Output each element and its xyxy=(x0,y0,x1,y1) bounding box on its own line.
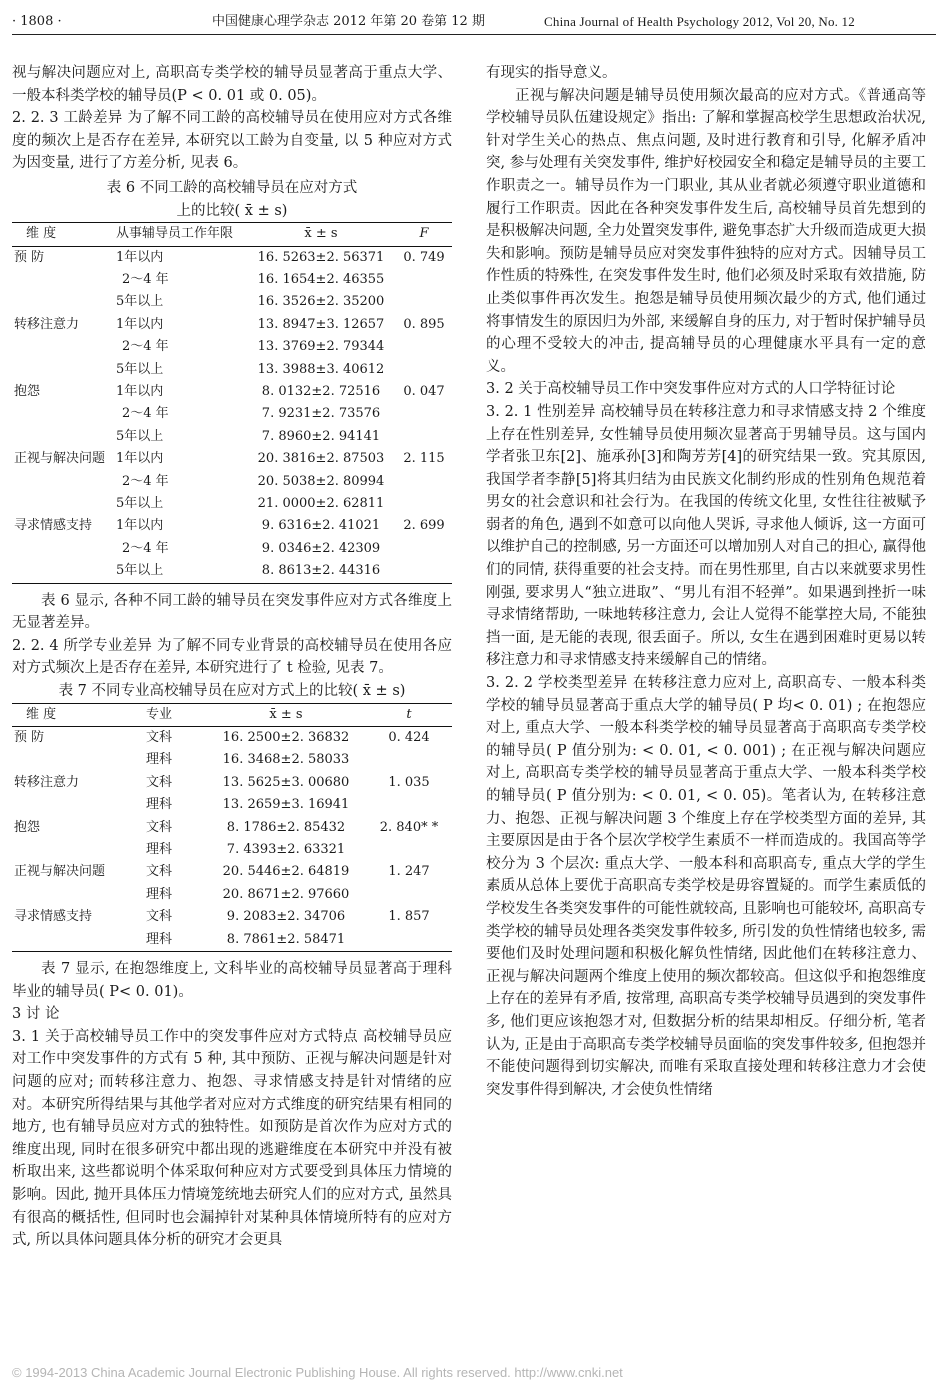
table-row xyxy=(12,448,452,470)
table-cell xyxy=(396,336,452,358)
table-cell: 2～4 年 xyxy=(122,473,169,489)
table-cell xyxy=(12,749,146,771)
table-cell xyxy=(366,839,452,861)
paragraph: 正视与解决问题是辅导员使用频次最高的应对方式。《普通高等学校辅导员队伍建设规定》指出: 了解和掌握高校学生思想政治状况, 针对学生关心的热点、焦点问题, 及时进行教育和引导, 化解矛盾冲突, 参与处理有关突发事件, 维护好校园安全和稳定是辅导员的主要工作职责之一。辅导员作为一门职业, 其从业者就必须遵守职业道德和履行工作职责。因此在各种突发事件发生后, 高校辅导员首先想到的是积极解决问题, 全力处置突发事件, 避免事态扩大升级而造成更大损失和影响。预防是辅导员应对突发事件独特的应对方式。因辅导员工作性质的特殊性, 在突发事件发生时, 他们必须及时采取有效措施, 防止类似事件再次发生。抱怨是辅导员使用频次最少的方式, 他们通过将事情发生的原因归为外部, 来缓解自身的压力, 对于暂时保护辅导员的心理不受较大的冲击, 提高辅导员的心理健康水平具有一定的意义。 xyxy=(486,87,926,375)
table-row xyxy=(12,381,452,403)
table-cell xyxy=(366,794,452,816)
table-cell: 7. 9231±2. 73576 xyxy=(261,406,381,422)
table-row xyxy=(12,772,452,794)
table-cell: 7. 4393±2. 63321 xyxy=(226,842,346,858)
table-cell: 8. 1786±2. 85432 xyxy=(226,819,346,835)
table-cell: 正视与解决问题 xyxy=(14,451,106,467)
table-cell: 1年以内 xyxy=(116,451,164,467)
table-cell xyxy=(12,336,116,358)
paragraph: 表 6 显示, 各种不同工龄的辅导员在突发事件应对方式各维度上无显著差异。 xyxy=(12,592,452,632)
table-cell: 13. 3988±3. 40612 xyxy=(257,361,385,377)
table-cell xyxy=(12,291,116,313)
table-6-caption-line-2: 上的比较( x̄ ± s) xyxy=(176,202,288,219)
table-row xyxy=(12,426,452,448)
table-cell: 2～4 年 xyxy=(122,271,169,287)
table-cell: 理科 xyxy=(146,886,173,902)
left-column xyxy=(12,62,452,1252)
table-cell: 9. 2083±2. 34706 xyxy=(226,909,346,925)
table-cell xyxy=(12,403,116,425)
table-row xyxy=(12,359,452,381)
table-cell xyxy=(396,359,452,381)
table-cell: 2. 115 xyxy=(403,451,445,467)
table-cell xyxy=(366,884,452,906)
table-cell xyxy=(396,426,452,448)
table-cell xyxy=(396,493,452,515)
table-cell xyxy=(12,359,116,381)
table-cell: 1年以内 xyxy=(116,518,164,534)
table-cell xyxy=(396,560,452,583)
table-cell: 20. 5038±2. 80994 xyxy=(257,473,385,489)
table-cell: 20. 5446±2. 64819 xyxy=(222,864,350,880)
table-row xyxy=(12,493,452,515)
table-cell xyxy=(12,884,146,906)
table-cell xyxy=(12,929,146,952)
table-cell xyxy=(396,471,452,493)
table-cell: 8. 0132±2. 72516 xyxy=(261,384,381,399)
table-cell: 16. 2500±2. 36832 xyxy=(222,730,350,746)
table-cell xyxy=(366,749,452,771)
table-cell: 1年以内 xyxy=(116,384,164,399)
table-cell xyxy=(396,269,452,291)
table-cell: 16. 5263±2. 56371 xyxy=(257,249,385,265)
table-cell: 13. 2659±3. 16941 xyxy=(222,797,350,813)
table-cell: 抱怨 xyxy=(14,384,41,399)
table-row xyxy=(12,727,452,750)
table-row xyxy=(12,471,452,493)
journal-title-cn: 中国健康心理学杂志 2012 年第 20 卷第 12 期 xyxy=(212,14,485,29)
table-cell xyxy=(366,929,452,952)
table-cell: 1. 247 xyxy=(388,864,430,880)
table-6 xyxy=(12,222,452,584)
table-cell xyxy=(396,538,452,560)
table-row xyxy=(12,929,452,952)
table-cell: 5年以上 xyxy=(116,560,246,583)
table-6-caption-line-1: 表 6 不同工龄的高校辅导员在应对方式 xyxy=(106,179,358,196)
table-header: x̄ ± s xyxy=(206,703,366,726)
table-cell: 0. 895 xyxy=(403,316,445,332)
table-cell: 7. 8960±2. 94141 xyxy=(261,428,381,444)
section-3-2-1: 3. 2. 1 性别差异 高校辅导员在转移注意力和寻求情感支持 2 个维度上存在性别差异, 女性辅导员使用频次显著高于男辅导员。这与国内学者张卫东[2]、施承孙[3]和陶芳芳[4]的研究结果一致。究其原因, 我国学者李静[5]将其归结为由民族文化制约形成的性别角色规范着男女的社会意识和社会行为。在我国的传统文化里, 女性往往被赋予弱者的角色, 遇到不如意可以向他人哭诉, 寻求他人倾诉, 这一方面可以维护自己的控制感, 另一方面还可以增加别人对自己的担心, 赢得他们的同情, 获得重要的社会支持。而在男性那里, 自古以来就要求男性刚强, 要求男人“独立进取”、“男儿有泪不轻弹”。如果遇到挫折一味寻求情绪帮助, 一味地转移注意力, 会让人觉得不能掌控大局, 不能独挡一面, 是无能的表现, 很丢面子。所以, 女生在遇到困难时更易以转移注意力和寻求情感支持来缓解自己的情绪。 xyxy=(486,403,926,669)
table-cell: 13. 3769±2. 79344 xyxy=(257,339,385,355)
table-cell: 16. 1654±2. 46355 xyxy=(257,271,385,287)
table-row xyxy=(12,861,452,883)
section-3-2-2: 3. 2. 2 学校类型差异 在转移注意力应对上, 高职高专、一般本科类学校的辅导员显著高于重点大学的辅导员( P 均< 0. 01) ; 在抱怨应对上, 重点大学、一般本科类学校的辅导员显著高于高职高专类学校的辅导员( P 值分别为: < 0. 01, < 0. 001) ; 在正视与解决问题应对上, 高职高专类学校的辅导员显著高于重点大学、一般本科类学校的辅导员( P 值分别为: < 0. 01, < 0. 05)。笔者认为, 在转移注意力、抱怨、正视与解决问题 3 个维度上存在学校类型方面的差异, 其主要原因是由于各个层次学校学生素质不一样而造成的。我国高等学校分为 3 个层次: 重点大学、一般本科和高职高专, 重点大学的学生素质从总体上要优于高职高专类学校是毋容置疑的。而学生素质低的学校发生各类突发事件的可能性就较高, 且影响也可能较坏, 高职高专类学校的辅导员处理各类突发事件较多, 所引发的负性情绪也较多, 需要他们及时处理问题和积极化解负性情绪, 因此他们在转移注意力、正视与解决问题两个维度上使用的频次都较高。但这似乎和抱怨维度上存在的差异有矛盾, 按常理, 高职高专类学校辅导员遇到的突发事件多, 他们更应该抱怨才对, 但数据分析的结果却相反。仔细分析, 笔者认为, 正是由于高职高专类学校辅导员面临的突发事件较多, 但抱怨并不能使问题得到切实解决, 而唯有采取直接处理和转移注意力才会使突发事件得到解决, 才会使负性情绪 xyxy=(486,675,926,1098)
table-cell: 8. 7861±2. 58471 xyxy=(206,929,366,952)
table-7-caption: 表 7 不同专业高校辅导员在应对方式上的比较( x̄ ± s) xyxy=(58,683,406,700)
table-cell: 1年以内 xyxy=(116,316,164,332)
table-cell: 5年以上 xyxy=(116,428,164,444)
table-cell: 2. 699 xyxy=(403,518,445,534)
paragraph: 有现实的指导意义。 xyxy=(486,65,617,81)
table-cell: 0. 047 xyxy=(403,384,445,399)
table-row xyxy=(12,515,452,537)
table-7 xyxy=(12,703,452,952)
table-cell: 16. 3526±2. 35200 xyxy=(257,294,385,310)
table-cell: 文科 xyxy=(146,774,173,790)
table-cell: 9. 0346±2. 42309 xyxy=(261,540,381,556)
table-row xyxy=(12,560,452,583)
table-cell: 2. 840* * xyxy=(379,819,439,835)
table-row xyxy=(12,246,452,269)
table-row xyxy=(12,906,452,928)
table-row xyxy=(12,817,452,839)
table-cell xyxy=(396,403,452,425)
table-cell xyxy=(12,269,116,291)
table-cell: 文科 xyxy=(146,819,173,835)
table-cell: 预 防 xyxy=(14,730,45,746)
journal-title-en: China Journal of Health Psychology 2012, Vol 20, No. 12 xyxy=(544,14,855,29)
table-row xyxy=(12,336,452,358)
table-cell: 正视与解决问题 xyxy=(14,864,106,880)
table-row xyxy=(12,749,452,771)
table-header: t xyxy=(366,703,452,726)
table-header: x̄ ± s xyxy=(246,223,396,246)
section-3-2: 3. 2 关于高校辅导员工作中突发事件应对方式的人口学特征讨论 xyxy=(486,381,896,398)
table-cell: 5年以上 xyxy=(116,294,164,310)
section-3-1: 3. 1 关于高校辅导员工作中的突发事件应对方式特点 高校辅导员应对工作中突发事件的方式有 5 种, 其中预防、正视与解决问题是针对问题的应对; 而转移注意力、抱怨、寻求情感支持是针对情绪的应对。本研究所得结果与其他学者对应对方式维度的研究结果有相同的地方, 也有辅导员应对方式的独特性。如预防是首次作为应对方式的维度出现, 同时在很多研究中都出现的逃避维度在本研究中并没有被析取出来, 这些都说明个体采取何种应对方式要受到具体压力情境的影响。因此, 抛开具体压力情境笼统地去研究人们的应对方式, 虽然具有很高的概括性, 但同时也会漏掉针对某种具体情境所特有的应对方式, 所以具体问题具体分析的研究才会更具 xyxy=(12,1028,452,1249)
table-cell xyxy=(12,538,116,560)
table-row xyxy=(12,314,452,336)
paragraph: 视与解决问题应对上, 高职高专类学校的辅导员显著高于重点大学、一般本科类学校的辅导员(P < 0. 01 或 0. 05)。 xyxy=(12,65,452,104)
table-cell: 2～4 年 xyxy=(122,540,169,556)
table-cell: 文科 xyxy=(146,864,173,880)
table-header: 维 度 xyxy=(12,703,146,726)
section-2-2-4: 2. 2. 4 所学专业差异 为了解不同专业背景的高校辅导员在使用各应对方式频次上是否存在差异, 本研究进行了 t 检验, 见表 7。 xyxy=(12,637,452,677)
table-cell: 13. 5625±3. 00680 xyxy=(222,774,350,790)
running-header xyxy=(12,10,936,35)
page-number: · 1808 · xyxy=(12,14,62,29)
table-cell: 21. 0000±2. 62811 xyxy=(257,496,385,512)
table-cell xyxy=(12,471,116,493)
table-cell: 抱怨 xyxy=(14,819,41,835)
table-cell: 理科 xyxy=(146,842,173,858)
table-row xyxy=(12,403,452,425)
section-3-heading: 3 讨 论 xyxy=(12,1006,60,1023)
section-2-2-3: 2. 2. 3 工龄差异 为了解不同工龄的高校辅导员在使用应对方式各维度的频次上是否存在差异, 本研究以工龄为自变量, 以 5 种应对方式为因变量, 进行了方差分析, 见表 6。 xyxy=(12,110,452,172)
table-row xyxy=(12,269,452,291)
table-cell: 8. 8613±2. 44316 xyxy=(246,560,396,583)
table-row xyxy=(12,794,452,816)
table-cell: 理科 xyxy=(146,752,173,768)
table-cell: 20. 3816±2. 87503 xyxy=(257,451,385,467)
table-cell: 文科 xyxy=(146,730,173,746)
table-cell: 理科 xyxy=(146,929,206,952)
table-row xyxy=(12,538,452,560)
table-cell: 5年以上 xyxy=(116,361,164,377)
table-cell: 9. 6316±2. 41021 xyxy=(261,518,381,534)
table-cell xyxy=(12,839,146,861)
table-cell: 2～4 年 xyxy=(122,339,169,355)
table-header: F xyxy=(396,223,452,246)
table-cell: 13. 8947±3. 12657 xyxy=(257,316,385,332)
table-cell xyxy=(396,291,452,313)
table-cell xyxy=(12,560,116,583)
table-header: 从事辅导员工作年限 xyxy=(116,223,246,246)
table-row xyxy=(12,839,452,861)
copyright-footer: © 1994-2013 China Academic Journal Electronic Publishing House. All rights reserved. http://www.cnki.net xyxy=(12,1365,623,1380)
table-cell: 16. 3468±2. 58033 xyxy=(222,752,350,768)
table-cell xyxy=(12,426,116,448)
table-cell: 0. 424 xyxy=(388,730,430,746)
table-cell: 0. 749 xyxy=(403,249,445,265)
table-cell xyxy=(12,794,146,816)
table-header: 维 度 xyxy=(12,223,116,246)
table-cell: 1. 857 xyxy=(388,909,430,925)
table-cell xyxy=(12,493,116,515)
table-cell: 理科 xyxy=(146,797,173,813)
table-cell: 寻求情感支持 xyxy=(14,909,93,925)
table-row xyxy=(12,884,452,906)
table-cell: 20. 8671±2. 97660 xyxy=(222,886,350,902)
table-cell: 转移注意力 xyxy=(14,774,80,790)
table-cell: 寻求情感支持 xyxy=(14,518,93,534)
table-cell: 转移注意力 xyxy=(14,316,80,332)
table-cell: 2～4 年 xyxy=(122,406,169,422)
table-row xyxy=(12,291,452,313)
table-cell: 文科 xyxy=(146,909,173,925)
table-cell: 5年以上 xyxy=(116,496,164,512)
table-cell: 1年以内 xyxy=(116,249,164,265)
right-column xyxy=(486,62,926,1101)
table-cell: 1. 035 xyxy=(388,774,430,790)
table-header: 专业 xyxy=(146,703,206,726)
table-cell: 预 防 xyxy=(14,249,45,265)
paragraph: 表 7 显示, 在抱怨维度上, 文科毕业的高校辅导员显著高于理科毕业的辅导员( P< 0. 01)。 xyxy=(12,961,452,1000)
